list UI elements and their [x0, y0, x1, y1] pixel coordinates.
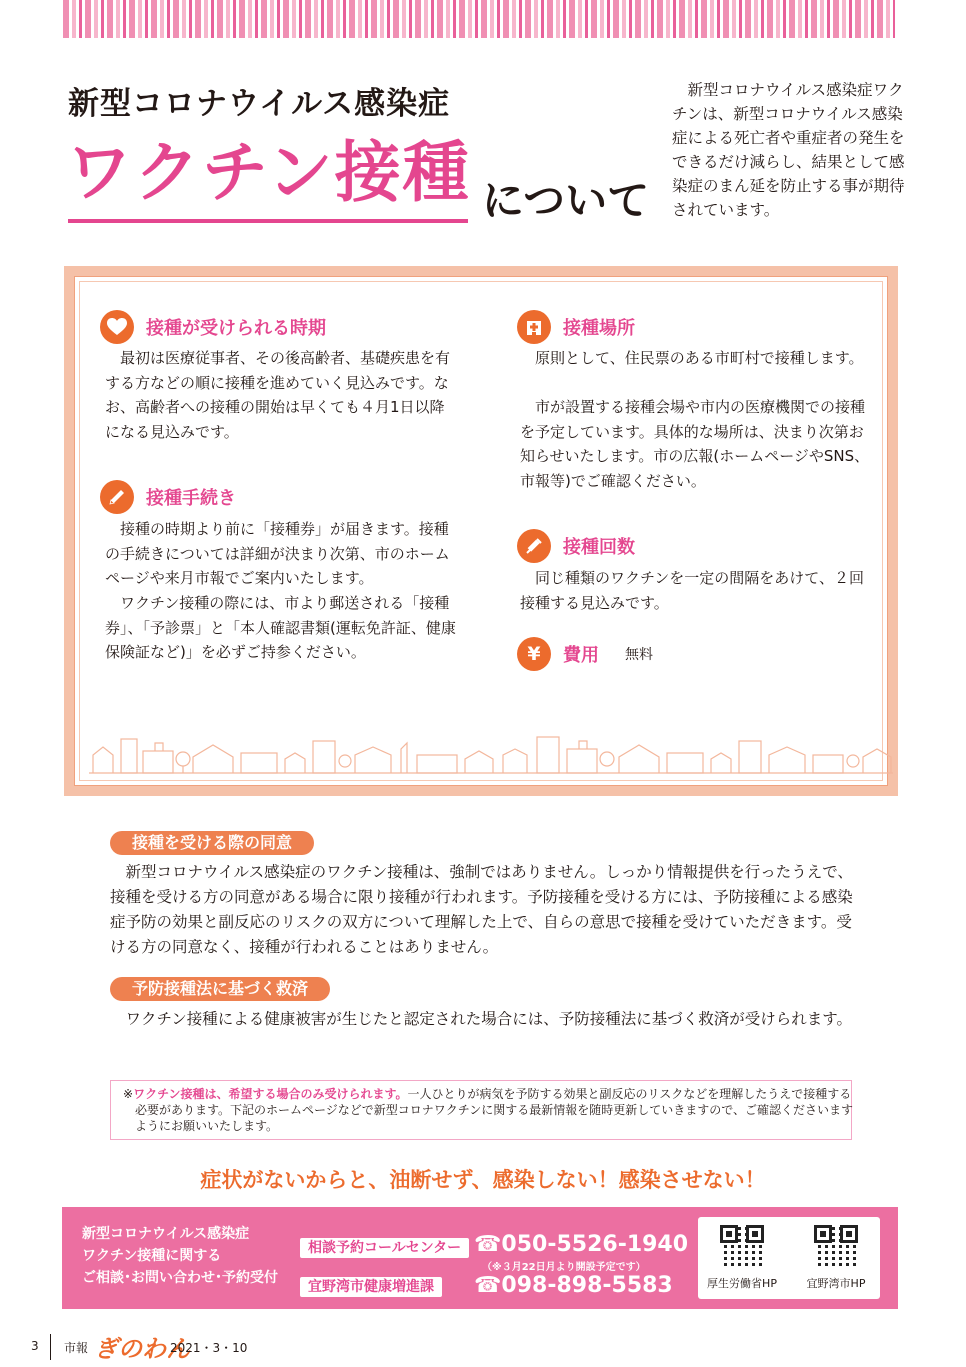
footer-line-3: ご相談･お問い合わせ･予約受付 [82, 1270, 278, 1286]
city-section-phone[interactable]: ☎098-898-5583 [474, 1273, 673, 1298]
section-place-title: 接種場所 [563, 318, 635, 339]
section-cost-title: 費用 [563, 645, 599, 666]
section-timing-title: 接種が受けられる時期 [146, 318, 326, 339]
section-place-text-2: 市が設置する接種会場や市内の医療機関での接種を予定しています。具体的な場所は、決まり次第お知らせいたします。市の広報(ホームページやSNS、市報等)でご確認ください。 [520, 398, 870, 490]
section-count-header [517, 529, 635, 563]
qr-code-panel [698, 1217, 880, 1299]
section-procedure-header [100, 480, 236, 514]
info-frame [64, 266, 898, 796]
page-title-suffix: について [482, 176, 650, 225]
info-frame-inner [74, 276, 888, 786]
section-count-title: 接種回数 [563, 537, 635, 558]
footer-line-2: ワクチン接種に関する [82, 1248, 222, 1264]
section-procedure-text-1: 接種の時期より前に「接種券」が届きます。接種の手続きについては詳細が決まり次第、市のホームページや来月市報でご案内いたします。 [105, 520, 450, 587]
consent-text: 新型コロナウイルス感染症のワクチン接種は、強制ではありません。しっかり情報提供を行ったうえで、接種を受ける方の同意がある場合に限り接種が行われます。予防接種を受ける方には、予防接種による感染症予防の効果と副反応のリスクの双方について理解した上で、自らの意思で接種を受けていただきます。受ける方の同意なく、接種が行われることはありません。 [110, 863, 853, 956]
section-timing-header [100, 310, 326, 344]
title-underline [68, 219, 468, 223]
section-place-text-1: 原則として、住民票のある市町村で接種します。 [535, 349, 864, 367]
contact-footer [62, 1207, 898, 1309]
section-cost-header [517, 637, 653, 671]
qr-code-city[interactable] [814, 1225, 858, 1269]
heart-icon [100, 310, 134, 344]
call-center-label: 相談予約コールセンター [300, 1238, 469, 1258]
hospital-icon [517, 310, 551, 344]
relief-text: ワクチン接種による健康被害が生じたと認定された場合には、予防接種法に基づく救済が受けられます。 [125, 1010, 852, 1028]
syringe-icon [517, 529, 551, 563]
section-procedure-text-2: ワクチン接種の際には、市より郵送される「接種券」、「予診票」と「本人確認書類(運転免許証、健康保険証など)」を必ずご持参ください。 [105, 594, 456, 661]
section-timing-text: 最初は医療従事者、その後高齢者、基礎疾患を有する方などの順に接種を進めていく見込みです。なお、高齢者への接種の開始は早くても４月1日以降になる見込みです。 [105, 349, 451, 441]
note-mark: ※ [123, 1087, 134, 1101]
page-number: 3 [31, 1339, 39, 1353]
page-subtitle: 新型コロナウイルス感染症 [68, 86, 451, 122]
qr-code-mhlw[interactable] [720, 1225, 764, 1269]
section-procedure-title: 接種手続き [146, 488, 236, 509]
magazine-logo: ぎのわん [94, 1335, 190, 1363]
footer-heading [82, 1223, 278, 1289]
section-count-text: 同じ種類のワクチンを一定の間隔をあけて、２回接種する見込みです。 [520, 569, 864, 612]
footer-line-1: 新型コロナウイルス感染症 [82, 1226, 250, 1242]
page-title: ワクチン接種 [66, 134, 471, 211]
call-center-note: （※３月22日月より開設予定です） [482, 1262, 646, 1273]
section-cost-value: 無料 [625, 647, 653, 663]
magazine-name: 市報 [64, 1341, 89, 1355]
issue-date: 2021・3・10 [170, 1341, 248, 1355]
section-place-header [517, 310, 635, 344]
relief-label: 予防接種法に基づく救済 [110, 977, 330, 1001]
yen-icon: ¥ [517, 637, 551, 671]
intro-text: 新型コロナウイルス感染症ワクチンは、新型コロナウイルス感染症による死亡者や重症者の発生をできるだけ減らし、結果として感染症のまん延を防止する事が期待されています。 [672, 81, 905, 219]
note-emphasis: ワクチン接種は、希望する場合のみ受けられます。 [133, 1087, 408, 1101]
call-center-phone[interactable]: ☎050-5526-1940 [474, 1232, 689, 1257]
townscape-illustration [89, 715, 893, 775]
qr-label-city: 宜野湾市HP [806, 1277, 866, 1290]
note-box [110, 1080, 852, 1140]
header-stripe [63, 0, 895, 38]
pen-icon [100, 480, 134, 514]
page-divider [50, 1334, 51, 1360]
note-text: 一人ひとりが病気を予防する効果と副反応のリスクなどを理解したうえで接種する必要があります。下記のホームページなどで新型コロナワクチンに関する最新情報を随時更新していきますので、ご確認くださいますようにお願いいたします。 [135, 1087, 853, 1133]
city-section-label: 宜野湾市健康増進課 [300, 1277, 442, 1297]
note-paragraph [123, 1086, 855, 1134]
consent-label: 接種を受ける際の同意 [110, 831, 314, 855]
slogan: 症状がないからと、油断せず、感染しない！感染させない！ [200, 1168, 766, 1192]
qr-label-mhlw: 厚生労働省HP [707, 1277, 777, 1290]
